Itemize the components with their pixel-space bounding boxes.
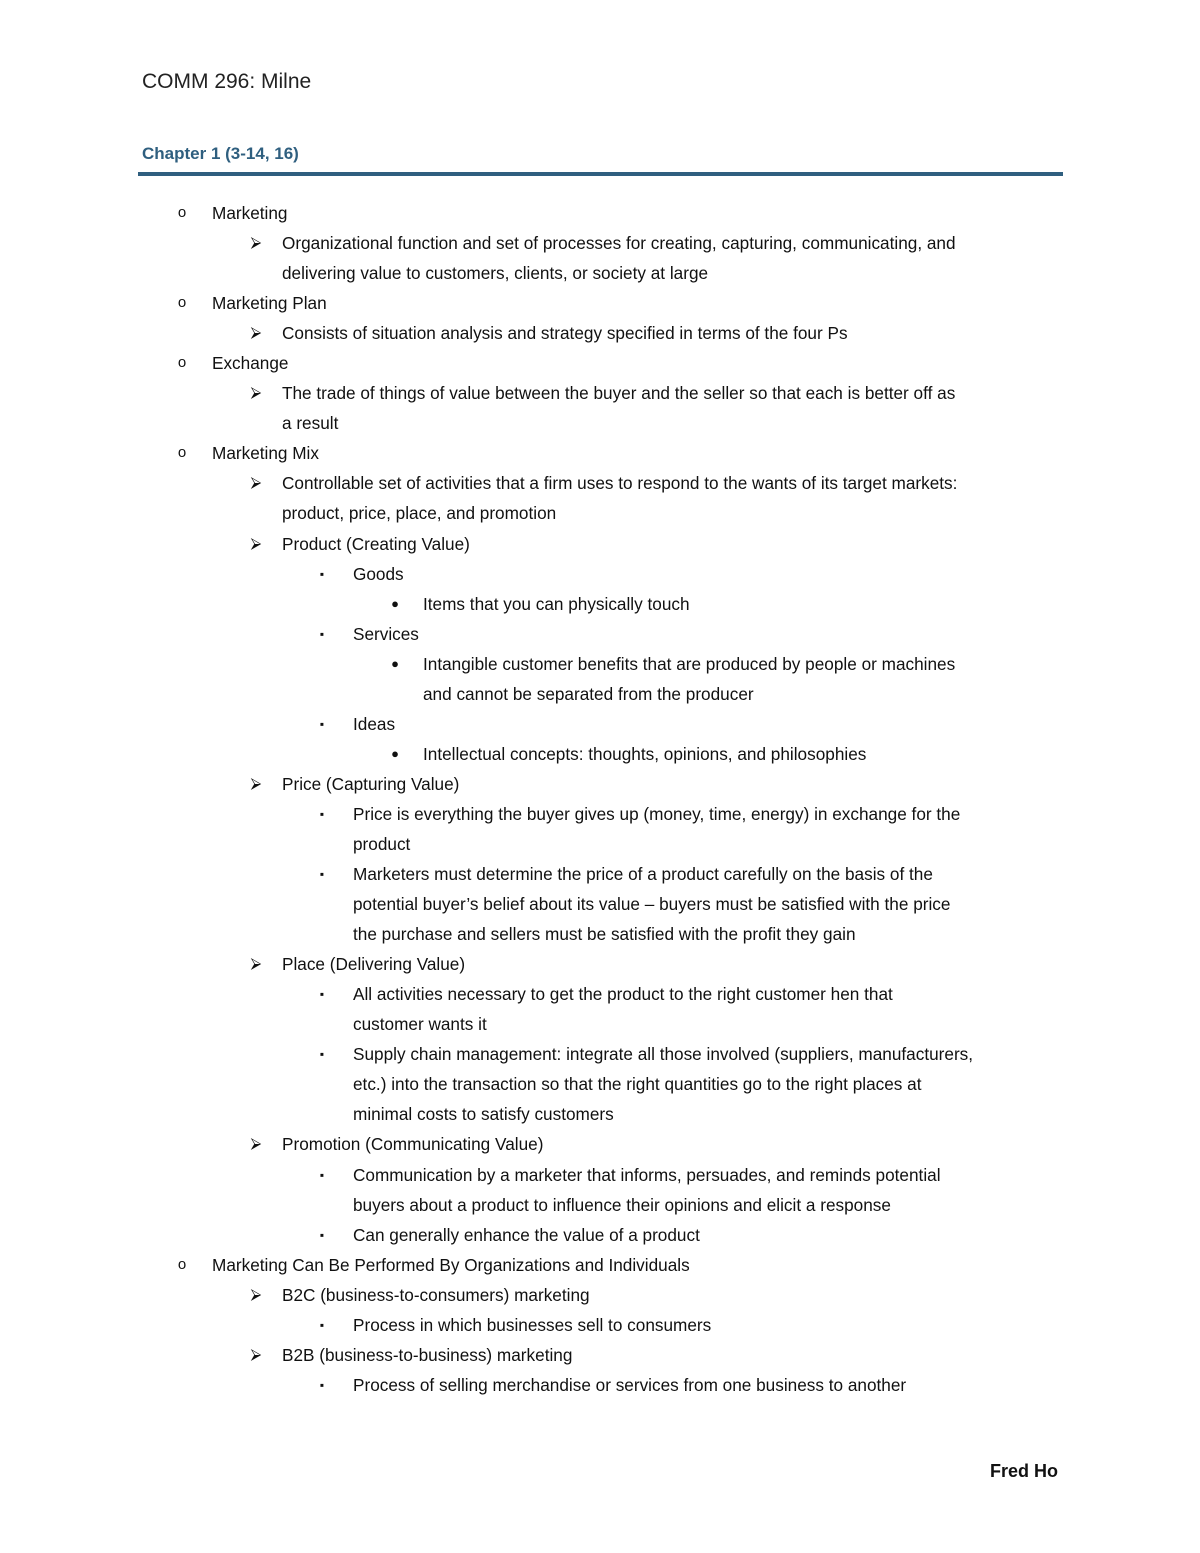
outline-text: Items that you can physically touch	[423, 593, 690, 614]
outline-text: Marketing Mix	[212, 443, 319, 464]
outline-text: Intangible customer benefits that are produced by people or machines	[423, 653, 956, 674]
outline-item-level-2	[0, 378, 1200, 408]
outline-item-level-3	[0, 859, 1200, 889]
outline-text: Communication by a marketer that informs, persuades, and reminds potential	[353, 1164, 941, 1185]
outline-item-level-2	[0, 498, 1200, 528]
bullet-level-3-icon: ▪	[319, 1317, 325, 1332]
bullet-level-2-icon: ⮚	[250, 534, 262, 552]
outline-text: Services	[353, 623, 419, 644]
outline-text: delivering value to customers, clients, or society at large	[282, 263, 709, 284]
outline-text: Process in which businesses sell to consumers	[353, 1314, 712, 1335]
outline-item-level-3	[0, 619, 1200, 649]
bullet-level-3-icon: ▪	[319, 1047, 325, 1062]
outline-text: Price is everything the buyer gives up (money, time, energy) in exchange for the	[353, 803, 961, 824]
outline-text: Goods	[353, 563, 404, 584]
outline-item-level-3	[0, 1009, 1200, 1039]
outline-text: Price (Capturing Value)	[282, 773, 460, 794]
outline-item-level-4	[0, 679, 1200, 709]
outline-text: product	[353, 833, 411, 854]
outline-item-level-2	[0, 318, 1200, 348]
outline-item-level-1	[0, 1250, 1200, 1280]
outline-text: Ideas	[353, 713, 396, 734]
bullet-level-3-icon: ▪	[319, 566, 325, 581]
bullet-level-2-icon: ⮚	[250, 1135, 262, 1153]
chapter-heading: Chapter 1 (3-14, 16)	[142, 144, 299, 163]
outline-item-level-2	[0, 1129, 1200, 1159]
bullet-level-3-icon: ▪	[319, 1377, 325, 1392]
bullet-level-2-icon: ⮚	[250, 474, 262, 492]
outline-text: Exchange	[212, 353, 289, 374]
outline-text: customer wants it	[353, 1014, 487, 1035]
bullet-level-3-icon: ▪	[319, 987, 325, 1002]
outline-item-level-1	[0, 438, 1200, 468]
outline-text: and cannot be separated from the producer	[423, 683, 754, 704]
outline-item-level-3	[0, 799, 1200, 829]
bullet-level-1-icon: o	[177, 354, 187, 372]
bullet-level-2-icon: ⮚	[250, 384, 262, 402]
outline-item-level-3	[0, 1069, 1200, 1099]
outline-item-level-3	[0, 1220, 1200, 1250]
outline-text: Place (Delivering Value)	[282, 954, 466, 975]
outline-item-level-2	[0, 949, 1200, 979]
outline-text: a result	[282, 413, 339, 434]
outline-text: minimal costs to satisfy customers	[353, 1104, 614, 1125]
bullet-level-2-icon: ⮚	[250, 234, 262, 252]
outline-item-level-3	[0, 889, 1200, 919]
bullet-level-4-icon: ●	[391, 655, 399, 671]
outline-text: Marketing	[212, 203, 288, 223]
bullet-level-1-icon: o	[177, 1255, 187, 1273]
heading-divider	[138, 172, 1063, 176]
outline-text: Organizational function and set of processes for creating, capturing, communicating, and	[282, 233, 956, 254]
bullet-level-3-icon: ▪	[319, 626, 325, 641]
outline-text: product, price, place, and promotion	[282, 503, 557, 524]
outline-text: Process of selling merchandise or services from one business to another	[353, 1374, 907, 1395]
bullet-level-2-icon: ⮚	[250, 1345, 262, 1363]
outline-item-level-3	[0, 979, 1200, 1009]
outline-item-level-4	[0, 649, 1200, 679]
outline-item-level-2	[0, 408, 1200, 438]
outline-item-level-3	[0, 1160, 1200, 1190]
outline-item-level-4	[0, 589, 1200, 619]
outline-text: The trade of things of value between the buyer and the seller so that each is better off as	[282, 383, 956, 404]
outline-text: Marketing Plan	[212, 293, 327, 314]
outline-text: etc.) into the transaction so that the right quantities go to the right places at	[353, 1074, 922, 1095]
bullet-level-2-icon: ⮚	[250, 955, 262, 973]
outline-item-level-3	[0, 559, 1200, 589]
outline-text: All activities necessary to get the product to the right customer hen that	[353, 984, 893, 1005]
outline-item-level-1	[0, 348, 1200, 378]
outline-text: buyers about a product to influence their opinions and elicit a response	[353, 1194, 891, 1215]
outline-item-level-3	[0, 1099, 1200, 1129]
outline-text: B2B (business-to-business) marketing	[282, 1344, 573, 1365]
outline-item-level-2	[0, 1280, 1200, 1310]
bullet-level-4-icon: ●	[391, 595, 399, 611]
bullet-level-3-icon: ▪	[319, 806, 325, 821]
outline-item-level-2	[0, 769, 1200, 799]
course-header: COMM 296: Milne	[142, 70, 312, 93]
outline-text: Can generally enhance the value of a product	[353, 1224, 700, 1245]
notes-outline	[0, 198, 1200, 1400]
outline-text: potential buyer’s belief about its value – buyers must be satisfied with the price	[353, 894, 951, 915]
outline-text: Controllable set of activities that a firm uses to respond to the wants of its target markets:	[282, 473, 958, 494]
outline-item-level-2	[0, 228, 1200, 258]
outline-item-level-2	[0, 468, 1200, 498]
outline-item-level-3	[0, 1039, 1200, 1069]
bullet-level-2-icon: ⮚	[250, 1285, 262, 1303]
author-footer: Fred Ho	[990, 1461, 1059, 1481]
outline-item-level-1	[0, 288, 1200, 318]
outline-item-level-3	[0, 709, 1200, 739]
outline-text: the purchase and sellers must be satisfied with the profit they gain	[353, 924, 856, 945]
outline-text: Supply chain management: integrate all those involved (suppliers, manufacturers,	[353, 1044, 974, 1065]
bullet-level-2-icon: ⮚	[250, 324, 262, 342]
bullet-level-3-icon: ▪	[319, 1227, 325, 1242]
bullet-level-3-icon: ▪	[319, 1167, 325, 1182]
outline-text: Consists of situation analysis and strategy specified in terms of the four Ps	[282, 323, 848, 344]
outline-item-level-1	[0, 198, 1200, 228]
outline-text: Marketing Can Be Performed By Organizations and Individuals	[212, 1254, 690, 1275]
outline-text: B2C (business-to-consumers) marketing	[282, 1284, 590, 1305]
outline-text: Marketers must determine the price of a product carefully on the basis of the	[353, 864, 933, 885]
bullet-level-1-icon: o	[177, 444, 187, 462]
outline-item-level-4	[0, 739, 1200, 769]
bullet-level-1-icon: o	[177, 294, 187, 312]
outline-text: Intellectual concepts: thoughts, opinions, and philosophies	[423, 743, 867, 764]
outline-item-level-3	[0, 1310, 1200, 1340]
outline-item-level-2	[0, 258, 1200, 288]
bullet-level-3-icon: ▪	[319, 867, 325, 882]
outline-item-level-3	[0, 1190, 1200, 1220]
bullet-level-2-icon: ⮚	[250, 774, 262, 792]
outline-item-level-3	[0, 829, 1200, 859]
outline-item-level-2	[0, 529, 1200, 559]
outline-text: Promotion (Communicating Value)	[282, 1134, 544, 1155]
bullet-level-1-icon: o	[177, 204, 187, 221]
outline-item-level-2	[0, 1340, 1200, 1370]
outline-item-level-3	[0, 919, 1200, 949]
outline-text: Product (Creating Value)	[282, 533, 470, 554]
bullet-level-3-icon: ▪	[319, 716, 325, 731]
outline-item-level-3	[0, 1370, 1200, 1400]
bullet-level-4-icon: ●	[391, 745, 399, 761]
